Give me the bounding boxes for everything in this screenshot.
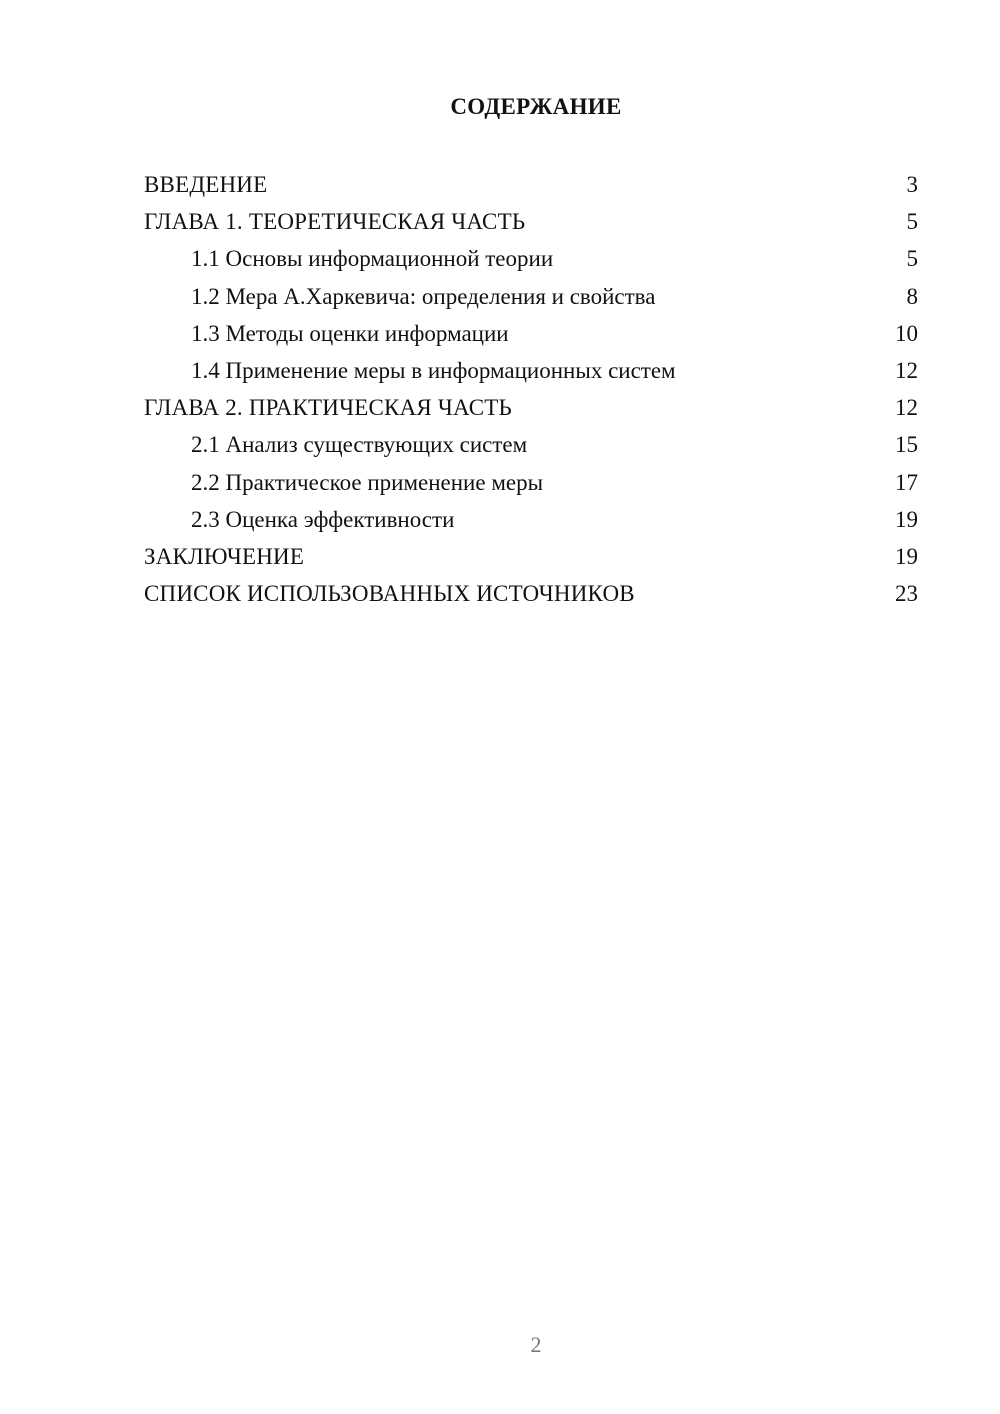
toc-entry-label: ЗАКЛЮЧЕНИЕ xyxy=(144,543,305,569)
toc-entry-page: 15 xyxy=(895,432,918,458)
toc-entry-chapter-2 xyxy=(144,389,918,426)
toc-entry-section-1-2 xyxy=(144,278,918,315)
toc-entry-section-1-4 xyxy=(144,352,918,389)
toc-entry-introduction xyxy=(144,166,918,203)
toc-entry-page: 19 xyxy=(895,506,918,532)
toc-entry-chapter-1 xyxy=(144,203,918,240)
toc-entry-section-2-3 xyxy=(144,501,918,538)
toc-entry-page: 17 xyxy=(895,469,918,495)
toc-entry-page: 3 xyxy=(906,172,918,197)
toc-entry-label: 1.3 Методы оценки информации xyxy=(191,320,509,346)
toc-entry-section-2-2 xyxy=(144,464,918,501)
toc-entry-label: 2.2 Практическое применение меры xyxy=(191,469,544,495)
toc-entry-section-1-1 xyxy=(144,240,918,277)
toc-entry-page: 5 xyxy=(906,246,918,272)
toc-entry-page: 23 xyxy=(895,581,918,607)
toc-entry-section-2-1 xyxy=(144,426,918,463)
toc-entry-page: 19 xyxy=(895,543,918,569)
toc-entry-label: ВВЕДЕНИЕ xyxy=(144,172,268,197)
toc-entry-label: ГЛАВА 2. ПРАКТИЧЕСКАЯ ЧАСТЬ xyxy=(144,395,512,421)
toc-entry-label: 1.2 Мера А.Харкевича: определения и свойства xyxy=(191,283,656,309)
toc-entry-label: 1.1 Основы информационной теории xyxy=(191,246,554,272)
toc-entry-label: ГЛАВА 1. ТЕОРЕТИЧЕСКАЯ ЧАСТЬ xyxy=(144,209,526,235)
toc-entry-conclusion xyxy=(144,538,918,575)
toc-entry-references xyxy=(144,575,918,612)
toc-entry-label: СПИСОК ИСПОЛЬЗОВАННЫХ ИСТОЧНИКОВ xyxy=(144,581,635,607)
toc-title: СОДЕРЖАНИЕ xyxy=(450,94,622,119)
page-number: 2 xyxy=(530,1332,542,1357)
toc-entry-label: 1.4 Применение меры в информационных систем xyxy=(191,357,676,383)
toc-entry-label: 2.3 Оценка эффективности xyxy=(191,506,455,532)
toc-entry-page: 8 xyxy=(906,283,918,309)
toc-entry-page: 5 xyxy=(906,209,918,235)
table-of-contents xyxy=(144,166,918,612)
toc-entry-label: 2.1 Анализ существующих систем xyxy=(191,432,528,458)
toc-entry-page: 12 xyxy=(895,357,918,383)
toc-entry-page: 10 xyxy=(895,320,918,346)
toc-entry-page: 12 xyxy=(895,395,918,421)
toc-entry-section-1-3 xyxy=(144,315,918,352)
